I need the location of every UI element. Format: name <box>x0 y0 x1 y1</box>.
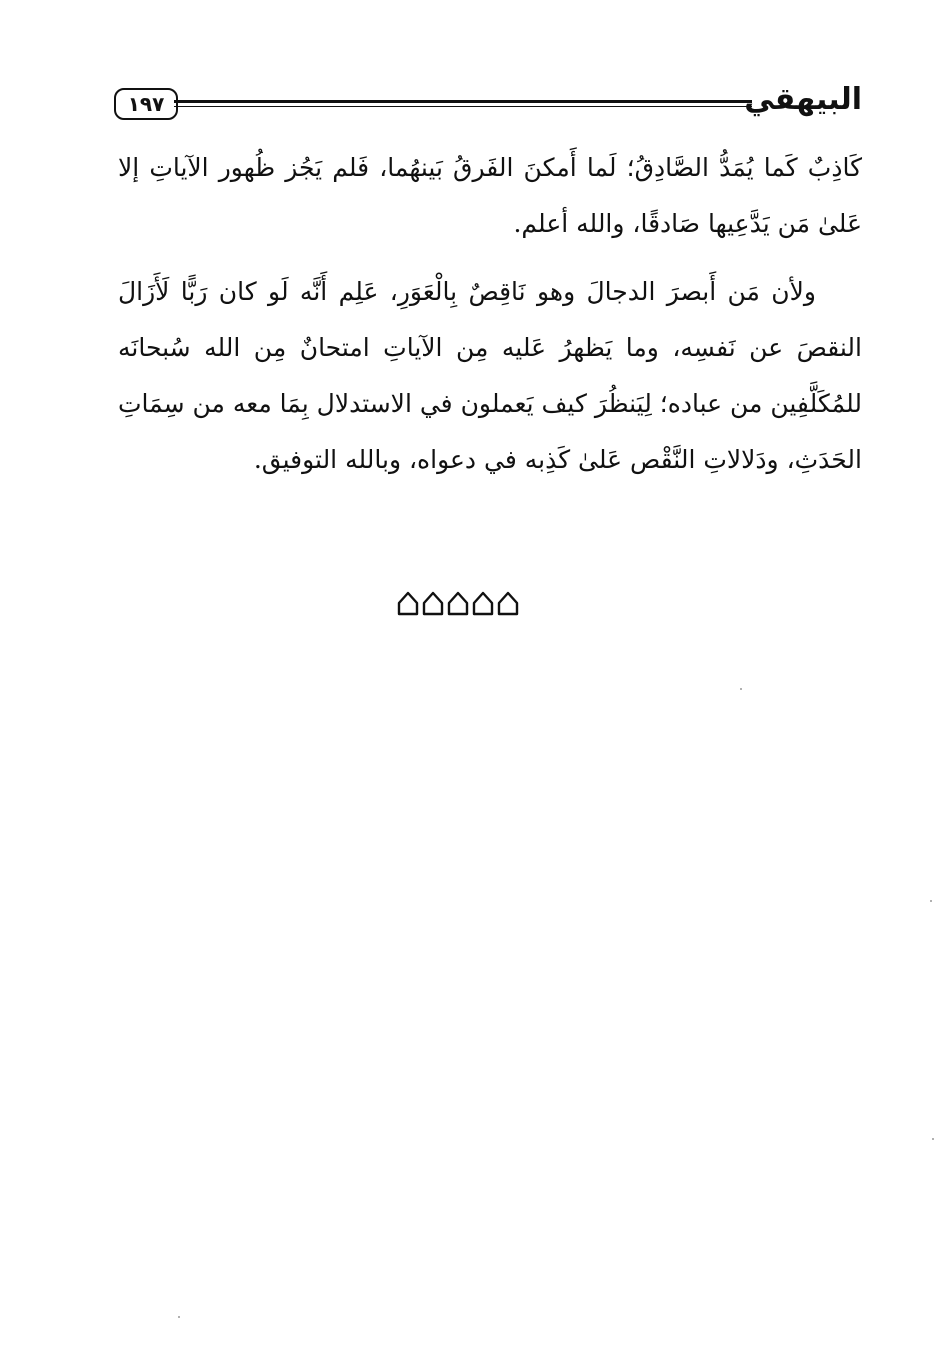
paragraph: ولأن مَن أَبصرَ الدجالَ وهو نَاقِصٌ بِالْعَوَرِ، عَلِم أَنَّه لَو كان رَبًّا لَأَزَالَ النقصَ عن نَفسِه، وما يَظهرُ عَليه مِن الآياتِ امتحانٌ مِن الله سُبحانَه للمُكَلَّفِين من عباده؛ لِيَنظُرَ كيف يَعملون في الاستدلال بِمَا معه من سِمَاتِ الحَدَثِ، ودَلالاتِ النَّقْص عَلىٰ كَذِبه في دعواه، وبالله التوفيق. <box>118 277 862 474</box>
scan-speck <box>932 1138 934 1140</box>
book-title: البيهقي <box>744 82 862 117</box>
page-number: ١٩٧ <box>114 88 178 120</box>
paragraph: كَاذِبٌ كَما يُمَدُّ الصَّادِقُ؛ لَما أَمكنَ الفَرقُ بَينهُما، فَلم يَجُز ظُهور الآياتِ إلا عَلىٰ مَن يَدَّعِيها صَادقًا، والله أعلم. <box>118 153 862 238</box>
scan-speck <box>178 1316 180 1318</box>
header-rule <box>174 100 752 108</box>
page-header <box>114 82 862 126</box>
ornament-arch-icon <box>449 593 467 614</box>
header-rule-thick <box>174 100 752 103</box>
scan-speck <box>930 900 932 902</box>
header-rule-thin <box>174 106 752 107</box>
ornament-arch-icon <box>499 593 517 614</box>
ornament-arch-icon <box>399 593 417 614</box>
section-end-ornament <box>396 588 522 618</box>
scan-speck <box>740 688 742 690</box>
page-body <box>118 140 862 500</box>
ornament-arch-icon <box>424 593 442 614</box>
ornament-arch-icon <box>474 593 492 614</box>
